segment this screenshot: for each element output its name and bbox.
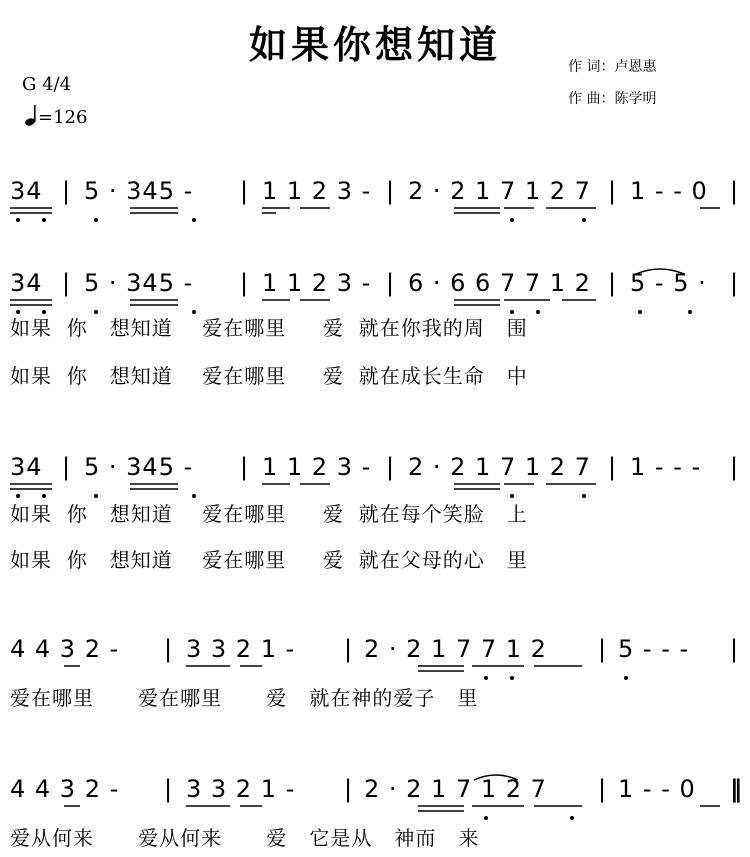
underlines-and-dots <box>0 634 750 684</box>
barline: | <box>240 453 250 481</box>
measure: 4 4 3 2 - <box>10 775 120 803</box>
pickup-notes: 34 <box>10 177 43 205</box>
lyric-verse-1: 如果 你 想知道 爱在哪里 爱 就在你我的周 围 <box>10 316 528 340</box>
lyric-verse-1: 爱从何来 爱从何来 爱 它是从 神而 来 <box>10 826 480 850</box>
key-signature: G 4/4 <box>22 74 72 95</box>
measure: 2 · 2 1 7 1 2 7 <box>408 177 591 205</box>
measure: 5 - 5 · <box>630 269 707 297</box>
barline: | <box>62 269 72 297</box>
lyricist-credit: 作 词：卢恩惠 <box>568 59 657 75</box>
song-title: 如果你想知道 <box>248 22 501 67</box>
underlines-and-dots <box>0 452 750 502</box>
barline: | <box>386 269 396 297</box>
barline: | <box>62 177 72 205</box>
measure: 2 · 2 1 7 1 2 7 <box>364 775 547 803</box>
lyric-verse-2: 如果 你 想知道 爱在哪里 爱 就在父母的心 里 <box>10 548 528 572</box>
final-barline: ‖ <box>730 775 743 803</box>
measure: 2 · 2 1 7 1 2 7 <box>408 453 591 481</box>
measure: 5 · 345 - <box>84 269 194 297</box>
tempo-value: =126 <box>38 107 88 128</box>
measure: 1 1 2 3 - <box>262 453 372 481</box>
lyric-verse-1: 如果 你 想知道 爱在哪里 爱 就在每个笑脸 上 <box>10 502 528 526</box>
pickup-notes: 34 <box>10 453 43 481</box>
underlines-and-dots <box>0 176 750 226</box>
measure: 1 - - 0 <box>618 775 696 803</box>
measure: 5 · 345 - <box>84 453 194 481</box>
underlines-and-dots <box>0 268 750 318</box>
barline: | <box>164 635 174 663</box>
measure: 5 · 345 - <box>84 177 194 205</box>
measure: 3 3 2 1 - <box>186 635 296 663</box>
lyric-verse-2: 如果 你 想知道 爱在哪里 爱 就在成长生命 中 <box>10 364 528 388</box>
underlines-and-dots <box>0 774 750 824</box>
measure: 2 · 2 1 7 7 1 2 <box>364 635 547 663</box>
measure: 5 - - - <box>618 635 690 663</box>
barline: | <box>598 635 608 663</box>
measure: 6 · 6 6 7 7 1 2 <box>408 269 591 297</box>
barline: | <box>344 775 354 803</box>
barline: | <box>608 177 618 205</box>
barline: | <box>386 177 396 205</box>
barline: | <box>344 635 354 663</box>
measure: 1 1 2 3 - <box>262 269 372 297</box>
barline: | <box>240 177 250 205</box>
barline: | <box>608 269 618 297</box>
tempo-marking <box>24 104 87 128</box>
barline: | <box>62 453 72 481</box>
measure: 4 4 3 2 - <box>10 635 120 663</box>
measure: 1 - - - <box>630 453 702 481</box>
barline: | <box>730 453 740 481</box>
lyric-verse-1: 爱在哪里 爱在哪里 爱 就在神的爱子 里 <box>10 686 479 710</box>
quarter-note-icon <box>24 104 38 126</box>
barline: | <box>164 775 174 803</box>
measure: 3 3 2 1 - <box>186 775 296 803</box>
measure: 1 - - 0 <box>630 177 708 205</box>
barline: | <box>730 269 740 297</box>
barline: | <box>608 453 618 481</box>
pickup-notes: 34 <box>10 269 43 297</box>
barline: | <box>240 269 250 297</box>
barline: | <box>386 453 396 481</box>
barline: | <box>598 775 608 803</box>
barline: | <box>730 177 740 205</box>
measure: 1 1 2 3 - <box>262 177 372 205</box>
barline: | <box>730 635 740 663</box>
composer-credit: 作 曲：陈学明 <box>568 91 657 107</box>
